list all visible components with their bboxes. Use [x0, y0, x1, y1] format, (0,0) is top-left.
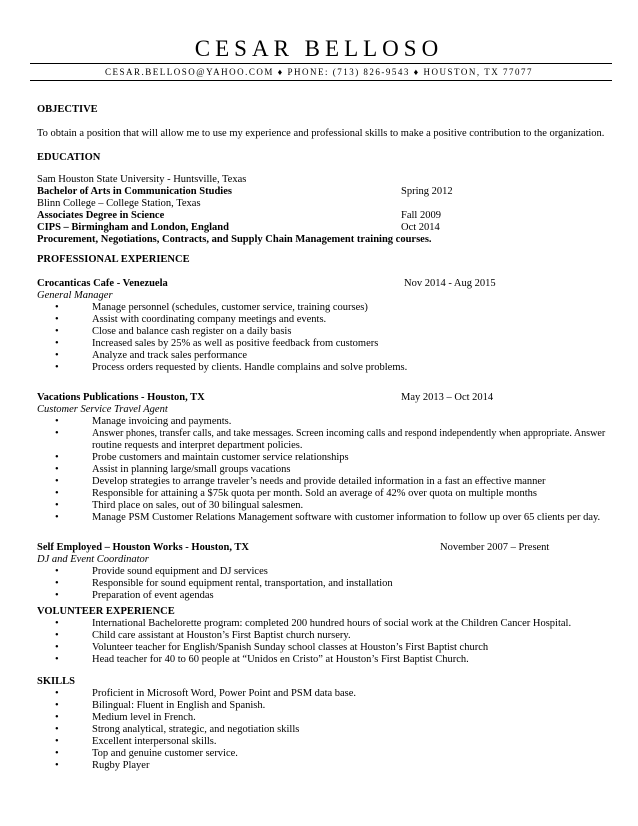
job-1-company: Crocanticas Cafe - Venezuela — [37, 278, 168, 289]
certification: CIPS – Birmingham and London, England — [37, 222, 229, 233]
bullet-glyph: • — [55, 736, 59, 747]
bullet-glyph: • — [55, 748, 59, 759]
bullet-glyph: • — [55, 630, 59, 641]
bullet-glyph: • — [55, 500, 59, 511]
job-2-dates: May 2013 – Oct 2014 — [401, 392, 494, 403]
objective-heading: OBJECTIVE — [37, 104, 98, 115]
bullet-text: Responsible for sound equipment rental, transportation, and installation — [92, 578, 393, 589]
job-3-company: Self Employed – Houston Works - Houston, TX — [37, 542, 249, 553]
objective-text: To obtain a position that will allow me to use my experience and professional skills to make a positive contribution to the organization. — [37, 128, 605, 139]
skills-heading: SKILLS — [37, 676, 75, 687]
bullet-glyph: • — [55, 512, 59, 523]
bullet-glyph: • — [55, 654, 59, 665]
bullet-text: Provide sound equipment and DJ services — [92, 566, 268, 577]
experience-heading: PROFESSIONAL EXPERIENCE — [37, 254, 190, 265]
degree-1-date: Spring 2012 — [401, 186, 453, 197]
bullet-text: Bilingual: Fluent in English and Spanish. — [92, 700, 266, 711]
candidate-name: CESAR BELLOSO — [194, 36, 444, 61]
bullet-text: Manage PSM Customer Relations Management software with customer information to follow up over 65 clients per day. — [92, 512, 601, 523]
bullet-text: Manage personnel (schedules, customer service, training courses) — [92, 302, 368, 313]
bullet-glyph: • — [55, 464, 59, 475]
bullet-glyph: • — [55, 302, 59, 313]
job-2-bullet — [0, 511, 638, 524]
certification-date: Oct 2014 — [401, 222, 440, 233]
bullet-text: Responsible for attaining a $75k quota per month. Sold an average of 42% over quota on multiple months — [92, 488, 537, 499]
bullet-glyph: • — [55, 700, 59, 711]
bullet-text: Excellent interpersonal skills. — [92, 736, 217, 747]
bullet-text: Top and genuine customer service. — [92, 748, 238, 759]
degree-2-date: Fall 2009 — [401, 210, 441, 221]
header-rule-top — [30, 63, 612, 64]
job-3-dates: November 2007 – Present — [440, 542, 550, 553]
bullet-glyph: • — [55, 578, 59, 589]
bullet-glyph: • — [55, 488, 59, 499]
job-3-title: DJ and Event Coordinator — [37, 554, 149, 565]
bullet-text: Probe customers and maintain customer service relationships — [92, 452, 349, 463]
bullet-text: Assist in planning large/small groups vacations — [92, 464, 291, 475]
bullet-text: Volunteer teacher for English/Spanish Sunday school classes at Houston’s First Baptist church — [92, 642, 489, 653]
bullet-text: Manage invoicing and payments. — [92, 416, 232, 427]
skill-bullet — [0, 759, 638, 772]
bullet-text: Child care assistant at Houston’s First Baptist church nursery. — [92, 630, 351, 641]
school-1: Sam Houston State University - Huntsville, Texas — [37, 174, 247, 185]
volunteer-bullet — [0, 653, 638, 666]
bullet-glyph: • — [55, 350, 59, 361]
contact-info: CESAR.BELLOSO@YAHOO.COM ♦ PHONE: (713) 826-9543 ♦ HOUSTON, TX 77077 — [105, 67, 533, 77]
bullet-glyph: • — [55, 452, 59, 463]
bullet-text: Process orders requested by clients. Handle complains and solve problems. — [92, 362, 408, 373]
bullet-glyph: • — [55, 428, 59, 439]
job-3-bullet — [0, 589, 638, 602]
bullet-text: Medium level in French. — [92, 712, 196, 723]
bullet-text: Rugby Player — [92, 760, 150, 771]
bullet-text: Strong analytical, strategic, and negotiation skills — [92, 724, 300, 735]
job-1-title: General Manager — [37, 290, 113, 301]
bullet-glyph: • — [55, 724, 59, 735]
bullet-glyph: • — [55, 712, 59, 723]
job-2-company: Vacations Publications - Houston, TX — [37, 392, 205, 403]
bullet-glyph: • — [55, 618, 59, 629]
degree-2: Associates Degree in Science — [37, 210, 165, 221]
bullet-glyph: • — [55, 590, 59, 601]
bullet-glyph: • — [55, 476, 59, 487]
job-1-dates: Nov 2014 - Aug 2015 — [404, 278, 496, 289]
bullet-text-continued: routine requests and interpret department policies. — [92, 440, 303, 451]
education-heading: EDUCATION — [37, 152, 101, 163]
bullet-text: Analyze and track sales performance — [92, 350, 248, 361]
volunteer-heading: VOLUNTEER EXPERIENCE — [37, 606, 175, 617]
bullet-glyph: • — [55, 314, 59, 325]
job-1-bullet — [0, 361, 638, 374]
degree-1: Bachelor of Arts in Communication Studies — [37, 186, 232, 197]
school-2: Blinn College – College Station, Texas — [37, 198, 201, 209]
bullet-text: Develop strategies to arrange traveler’s needs and provide detailed information in a fast an effective manner — [92, 476, 546, 487]
job-2-title: Customer Service Travel Agent — [37, 404, 168, 415]
bullet-text: Preparation of event agendas — [92, 590, 214, 601]
bullet-glyph: • — [55, 688, 59, 699]
bullet-glyph: • — [55, 362, 59, 373]
bullet-text: Proficient in Microsoft Word, Power Point and PSM data base. — [92, 688, 357, 699]
bullet-text: Third place on sales, out of 30 bilingual salesmen. — [92, 500, 304, 511]
bullet-glyph: • — [55, 338, 59, 349]
bullet-text: Head teacher for 40 to 60 people at “Unidos en Cristo” at Houston’s First Baptist Church. — [92, 654, 469, 665]
bullet-text: Increased sales by 25% as well as positive feedback from customers — [92, 338, 379, 349]
bullet-glyph: • — [55, 642, 59, 653]
bullet-text: Answer phones, transfer calls, and take messages. Screen incoming calls and respond independently when appropriate. Answer — [92, 428, 606, 439]
bullet-glyph: • — [55, 326, 59, 337]
bullet-text: International Bachelorette program: completed 200 hundred hours of social work at the Children Cancer Hospital. — [92, 618, 572, 629]
bullet-text: Assist with coordinating company meetings and events. — [92, 314, 327, 325]
header-rule-bottom — [30, 80, 612, 81]
bullet-text: Close and balance cash register on a daily basis — [92, 326, 292, 337]
bullet-glyph: • — [55, 760, 59, 771]
training-courses: Procurement, Negotiations, Contracts, and Supply Chain Management training courses. — [37, 234, 432, 245]
bullet-glyph: • — [55, 566, 59, 577]
bullet-glyph: • — [55, 416, 59, 427]
